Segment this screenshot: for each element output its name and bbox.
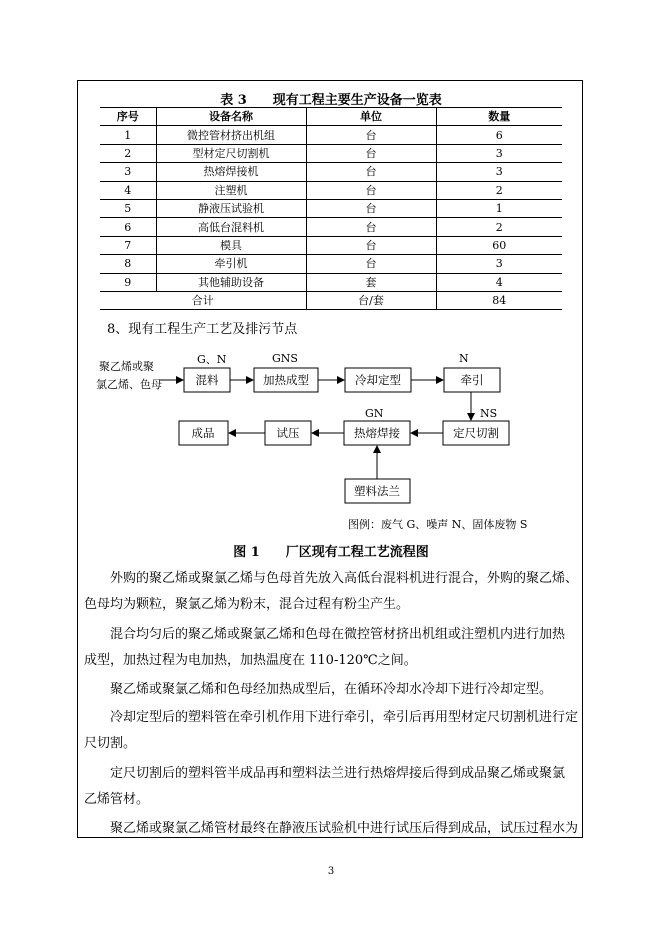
header-name: 设备名称 — [156, 108, 306, 126]
cell-index: 9 — [100, 273, 156, 291]
paragraph — [84, 677, 582, 703]
table-title: 表 3 现有工程主要生产设备一览表 — [220, 93, 442, 108]
emission-weld: GN — [365, 407, 384, 420]
paragraph — [84, 816, 582, 842]
cell-unit: 台 — [306, 255, 436, 273]
cell-qty: 1 — [436, 199, 562, 217]
paragraph — [84, 761, 582, 813]
cell-name: 热熔焊接机 — [156, 163, 306, 181]
cell-name: 静液压试验机 — [156, 199, 306, 217]
cell-qty: 3 — [436, 163, 562, 181]
cell-name: 模具 — [156, 236, 306, 254]
cell-index: 4 — [100, 181, 156, 199]
header-qty: 数量 — [436, 108, 562, 126]
paragraph-line: 乙烯管材。 — [84, 792, 150, 807]
section-heading: 8、现有工程生产工艺及排污节点 — [107, 322, 298, 337]
cell-unit: 台 — [306, 236, 436, 254]
cell-qty: 6 — [436, 126, 562, 144]
cell-index: 7 — [100, 236, 156, 254]
cell-name: 高低台混料机 — [156, 218, 306, 236]
flow-input-line1: 聚乙烯或聚 — [99, 360, 154, 373]
emission-traction: N — [459, 352, 469, 365]
paragraph-line: 聚乙烯或聚氯乙烯和色母经加热成型后，在循环冷却水冷却下进行冷却定型。 — [110, 682, 553, 697]
label-mix: 混料 — [195, 373, 219, 387]
paragraph-line: 尺切割。 — [84, 736, 137, 751]
cell-name: 牵引机 — [156, 255, 306, 273]
paragraph — [84, 705, 582, 757]
paragraph-line: 外购的聚乙烯或聚氯乙烯与色母首先放入高低台混料机进行混合，外购的聚乙烯、 — [110, 571, 579, 586]
total-label: 合计 — [100, 291, 306, 309]
cell-unit: 台 — [306, 144, 436, 162]
total-qty: 84 — [436, 291, 562, 309]
cell-qty: 4 — [436, 273, 562, 291]
label-product: 成品 — [191, 426, 215, 440]
cell-qty: 60 — [436, 236, 562, 254]
paragraph-line: 色母均为颗粒，聚氯乙烯为粉末，混合过程有粉尘产生。 — [84, 597, 410, 612]
emission-mix: G、N — [197, 353, 227, 366]
paragraph-line: 聚乙烯或聚氯乙烯管材最终在静液压试验机中进行试压后得到成品，试压过程水为 — [110, 821, 579, 836]
flow-input-line2: 氯乙烯、色母 — [96, 378, 162, 391]
cell-index: 8 — [100, 255, 156, 273]
paragraph-line: 混合均匀后的聚乙烯或聚氯乙烯和色母在微控管材挤出机组或注塑机内进行加热 — [110, 627, 566, 642]
emission-heat-form: GNS — [272, 352, 298, 365]
paragraph-line: 成型，加热过程为电加热，加热温度在 110-120℃之间。 — [84, 653, 417, 668]
header-index: 序号 — [100, 108, 156, 126]
cell-qty: 2 — [436, 218, 562, 236]
cell-unit: 台 — [306, 218, 436, 236]
cell-qty: 2 — [436, 181, 562, 199]
label-cool-form: 冷却定型 — [355, 373, 401, 387]
cell-index: 5 — [100, 199, 156, 217]
paragraph — [84, 566, 582, 618]
paragraph — [84, 622, 582, 674]
cell-name: 微控管材挤出机组 — [156, 126, 306, 144]
flow-legend: 图例：废气 G、噪声 N、固体废物 S — [348, 518, 528, 531]
cell-unit: 台 — [306, 181, 436, 199]
label-traction: 牵引 — [460, 373, 484, 387]
cell-index: 1 — [100, 126, 156, 144]
cell-unit: 套 — [306, 273, 436, 291]
header-unit: 单位 — [306, 108, 436, 126]
cell-qty: 3 — [436, 144, 562, 162]
cell-name: 其他辅助设备 — [156, 273, 306, 291]
label-weld: 热熔焊接 — [354, 426, 400, 440]
label-flange: 塑料法兰 — [354, 484, 400, 498]
paragraph-line: 冷却定型后的塑料管在牵引机作用下进行牵引，牵引后再用型材定尺切割机进行定 — [110, 710, 579, 725]
cell-index: 2 — [100, 144, 156, 162]
total-unit: 台/套 — [306, 291, 436, 309]
cell-index: 6 — [100, 218, 156, 236]
label-heat-form: 加热成型 — [263, 373, 309, 387]
paragraph-line: 定尺切割后的塑料管半成品再和塑料法兰进行热熔焊接后得到成品聚乙烯或聚氯 — [110, 766, 566, 781]
page-number: 3 — [327, 866, 335, 877]
label-test: 试压 — [276, 426, 300, 440]
emission-cut: NS — [480, 407, 498, 420]
figure-caption: 图 1 厂区现有工程工艺流程图 — [233, 545, 429, 560]
label-cut: 定尺切割 — [453, 426, 499, 440]
cell-qty: 3 — [436, 255, 562, 273]
cell-name: 型材定尺切割机 — [156, 144, 306, 162]
cell-unit: 台 — [306, 199, 436, 217]
cell-unit: 台 — [306, 126, 436, 144]
cell-unit: 台 — [306, 163, 436, 181]
cell-index: 3 — [100, 163, 156, 181]
cell-name: 注塑机 — [156, 181, 306, 199]
